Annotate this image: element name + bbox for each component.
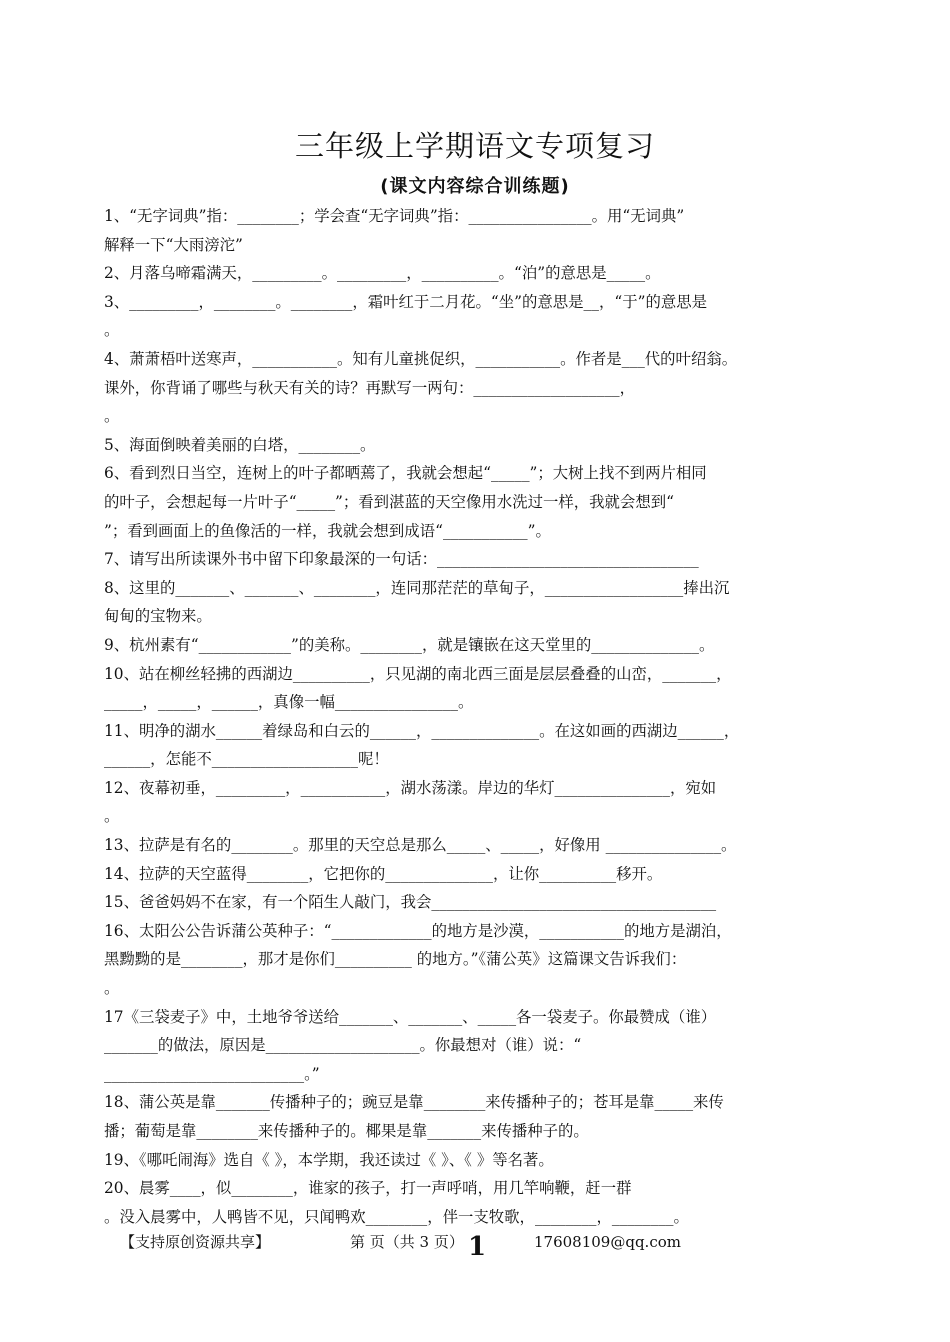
question-line: 。 <box>104 321 120 340</box>
question-line: 10、站在柳丝轻拂的西湖边__________，只见湖的南北西三面是层层叠叠的山峦，_______， <box>104 664 732 683</box>
question-line: 11、明净的湖水______着绿岛和白云的______，______________。在这如画的西湖边______， <box>104 721 740 740</box>
question-line: 13、拉萨是有名的________。那里的天空总是那么_____、_____，好像用 _______________。 <box>104 836 737 855</box>
question-line: 6、看到烈日当空，连树上的叶子都晒蔫了，我就会想起“_____”；大树上找不到两片相同 <box>104 464 707 483</box>
question-line: 15、爸爸妈妈不在家，有一个陌生人敲门，我会_____________________________________ <box>104 893 717 912</box>
footer-email: 17608109@qq.com <box>534 1233 681 1251</box>
page-subtitle: (课文内容综合训练题) <box>380 176 570 197</box>
question-line: 17《三袋麦子》中，土地爷爷送给_______、_______、_____各一袋麦子。你最赞成（谁） <box>104 1007 717 1026</box>
question-line: 9、杭州素有“____________”的美称。________，就是镶嵌在这天堂里的______________。 <box>104 635 715 654</box>
question-line: _____，_____，______，真像一幅________________。 <box>104 693 474 712</box>
question-line: 7、请写出所读课外书中留下印象最深的一句话：__________________________________ <box>104 550 699 569</box>
footer-page-number: 1 <box>468 1232 487 1262</box>
page-title: 三年级上学期语文专项复习 <box>294 129 655 163</box>
question-line: 2、月落乌啼霜满天，_________。_________，__________。“泊”的意思是_____。 <box>104 264 661 283</box>
question-line: __________________________。” <box>104 1064 320 1083</box>
question-line: 课外，你背诵了哪些与秋天有关的诗？再默写一两句：___________________， <box>104 378 635 397</box>
footer-slogan: 【支持原创资源共享】 <box>120 1233 271 1251</box>
question-line: ______，怎能不___________________呢！ <box>104 750 389 769</box>
question-line: ”；看到画面上的鱼像活的一样，我就会想到成语“___________”。 <box>104 521 551 540</box>
question-line: 播；葡萄是靠________来传播种子的。椰果是靠_______来传播种子的。 <box>104 1122 589 1140</box>
question-line: 黑黝黝的是________，那才是你们__________ 的地方。”《蒲公英》这篇课文告诉我们： <box>104 950 687 969</box>
question-line: 20、晨雾____，似________，谁家的孩子，打一声呼哨，用几竿响鞭，赶一群 <box>104 1179 632 1198</box>
question-line: 3、_________，________。________，霜叶红于二月花。“坐”的意思是__，“于”的意思是 <box>104 292 708 311</box>
question-line: 甸甸的宝物来。 <box>104 607 212 626</box>
question-line: 。 <box>104 407 120 426</box>
question-line: 19、《哪吒闹海》选自《 》，本学期，我还读过《 》、《 》等名著。 <box>104 1150 554 1169</box>
question-list <box>104 202 850 1231</box>
question-line: 5、海面倒映着美丽的白塔，________。 <box>104 435 376 454</box>
footer-page-info: 第 页（共 3 页） <box>350 1233 464 1251</box>
question-line: 8、这里的_______、_______、________，连同那茫茫的草甸子，__________________捧出沉 <box>104 578 730 597</box>
question-line: 。 <box>104 807 120 826</box>
question-line: 。 <box>104 979 120 998</box>
question-line: 16、太阳公公告诉蒲公英种子：“_____________的地方是沙漠，___________的地方是湖泊， <box>104 921 732 940</box>
question-line: 。没入晨雾中，人鸭皆不见，只闻鸭欢________，伴一支牧歌，________，________。 <box>104 1207 689 1226</box>
question-line: 12、夜幕初垂，_________，___________，湖水荡漾。岸边的华灯_______________，宛如 <box>104 778 717 797</box>
question-line: 14、拉萨的天空蓝得________，它把你的______________，让你__________移开。 <box>104 864 663 883</box>
question-line: 18、蒲公英是靠_______传播种子的；豌豆是靠________来传播种子的；苍耳是靠_____来传 <box>104 1093 724 1112</box>
question-line: 的叶子，会想起每一片叶子“_____”；看到湛蓝的天空像用水洗过一样，我就会想到“ <box>104 492 674 511</box>
question-line: 1、“无字词典”指：________；学会查“无字词典”指：________________。用“无词典” <box>104 207 685 225</box>
question-line: 解释一下“大雨滂沱” <box>104 235 243 254</box>
question-line: _______的做法，原因是____________________。你最想对（谁）说：“ <box>104 1036 582 1055</box>
question-line: 4、萧萧梧叶送寒声，___________。知有儿童挑促织，___________。作者是___代的叶绍翁。 <box>104 349 738 368</box>
